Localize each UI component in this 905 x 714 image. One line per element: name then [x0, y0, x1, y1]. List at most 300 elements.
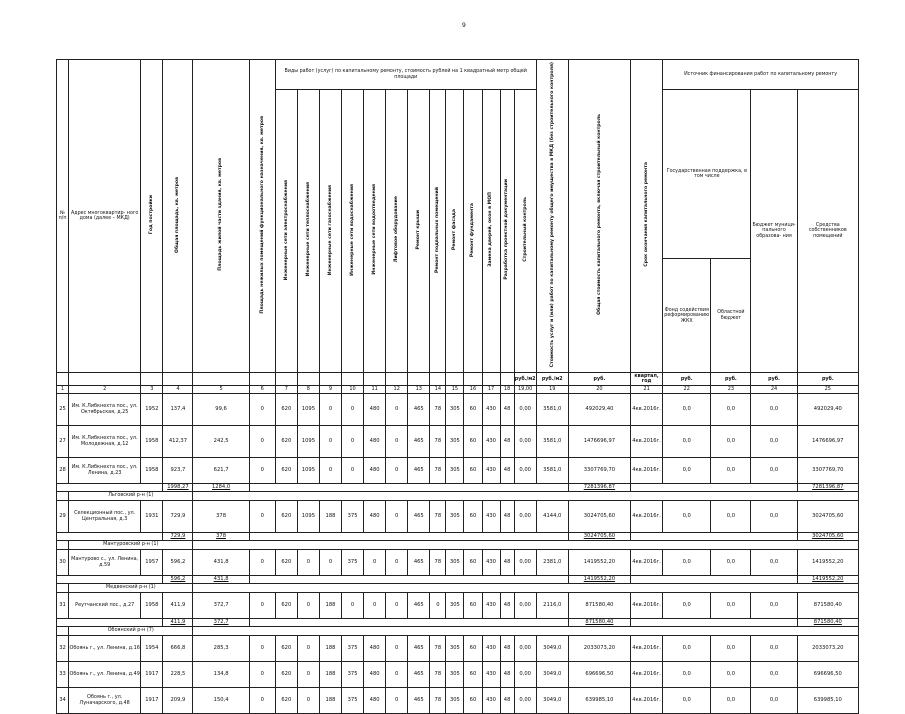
row-unit-cost: 3581,0 — [536, 394, 568, 426]
header-work-9: Ремонт фасада — [446, 90, 464, 373]
row-work-cost: 480 — [364, 501, 386, 533]
row-address: Им. К.Либкнехта пос., ул. Октябрьская, д.25 — [69, 394, 141, 426]
column-number: 15 — [446, 386, 464, 394]
row-nonres-area: 0 — [249, 501, 275, 533]
row-regional: 0,0 — [711, 593, 751, 619]
row-unit-cost: 3581,0 — [536, 458, 568, 484]
row-work-cost: 0 — [386, 662, 408, 688]
column-number: 10 — [342, 386, 364, 394]
subtotal-owners: 1419552,20 — [797, 576, 858, 584]
row-work-cost: 0,00 — [514, 426, 536, 458]
row-work-cost: 430 — [482, 550, 500, 576]
row-nonres-area: 0 — [249, 688, 275, 714]
row-work-cost: 430 — [482, 662, 500, 688]
unit-cell — [430, 373, 446, 386]
row-nonres-area: 0 — [249, 550, 275, 576]
unit-cell — [69, 373, 141, 386]
row-work-cost: 465 — [408, 501, 430, 533]
row-work-cost: 0 — [319, 394, 341, 426]
unit-cell: руб./м2 — [514, 373, 536, 386]
row-work-cost: 465 — [408, 636, 430, 662]
row-work-cost: 0,00 — [514, 394, 536, 426]
unit-cell — [275, 373, 297, 386]
subtotal-owners: 871580,40 — [797, 619, 858, 627]
row-work-cost: 0,00 — [514, 688, 536, 714]
table-row — [57, 394, 859, 426]
region-row — [57, 541, 859, 550]
row-living-area: 621,7 — [193, 458, 249, 484]
units-row — [57, 373, 859, 386]
row-year: 1917 — [141, 662, 163, 688]
row-work-cost: 620 — [275, 593, 297, 619]
row-work-cost: 620 — [275, 458, 297, 484]
subtotal-owners: 7281396,87 — [797, 484, 858, 492]
row-address: Обоянь г., ул. Ленина, д.49 — [69, 662, 141, 688]
row-municipal: 0,0 — [751, 636, 797, 662]
unit-cell: руб. — [568, 373, 630, 386]
row-regional: 0,0 — [711, 688, 751, 714]
unit-cell — [163, 373, 193, 386]
row-fund: 0,0 — [663, 593, 711, 619]
row-address: Селекционный пос., ул. Центральная, д.3 — [69, 501, 141, 533]
row-deadline: 4кв.2016г. — [631, 636, 663, 662]
row-address: Мантурово с., ул. Ленина, д.59 — [69, 550, 141, 576]
table-row — [57, 501, 859, 533]
header-living-area: Площадь жилой части здания, кв. метров — [193, 60, 249, 373]
row-work-cost: 620 — [275, 501, 297, 533]
row-living-area: 378 — [193, 501, 249, 533]
row-number: 29 — [57, 501, 69, 533]
row-owners: 3307769,70 — [797, 458, 858, 484]
row-work-cost: 60 — [464, 458, 482, 484]
row-work-cost: 0 — [386, 458, 408, 484]
row-work-cost: 78 — [430, 636, 446, 662]
region-row — [57, 492, 859, 501]
row-work-cost: 0 — [386, 501, 408, 533]
region-row — [57, 627, 859, 636]
row-nonres-area: 0 — [249, 394, 275, 426]
header-source-group: Источник финансирования работ по капитальному ремонту — [663, 60, 859, 90]
row-work-cost: 60 — [464, 688, 482, 714]
region-label: Льговский р-н (1) — [69, 492, 193, 501]
row-work-cost: 1095 — [297, 426, 319, 458]
table-row — [57, 550, 859, 576]
row-total-area: 596,2 — [163, 550, 193, 576]
row-unit-cost: 3581,0 — [536, 426, 568, 458]
row-work-cost: 0 — [386, 688, 408, 714]
column-number: 22 — [663, 386, 711, 394]
row-address: Им. К.Либкнехта пос., ул. Ленина, д.23 — [69, 458, 141, 484]
header-works-group: Виды работ (услуг) по капитальному ремонту, стоимость рублей на 1 квадратный метр общей площади — [275, 60, 536, 90]
row-fund: 0,0 — [663, 458, 711, 484]
subtotal-row — [57, 533, 859, 541]
unit-cell: руб. — [751, 373, 797, 386]
row-work-cost: 480 — [364, 636, 386, 662]
unit-cell — [500, 373, 514, 386]
column-number: 19 — [536, 386, 568, 394]
row-deadline: 4кв.2016г. — [631, 550, 663, 576]
row-work-cost: 480 — [364, 394, 386, 426]
row-work-cost: 430 — [482, 501, 500, 533]
row-work-cost: 0,00 — [514, 458, 536, 484]
row-work-cost: 0 — [319, 550, 341, 576]
header-work-1: Инженерные сети электроснабжения — [275, 90, 297, 373]
subtotal-blank — [631, 533, 798, 541]
row-total-area: 228,5 — [163, 662, 193, 688]
header-municipal: Бюджет муници- пального образова- ния — [751, 90, 797, 373]
row-address: Обоянь г., ул. Ленина, д.16 — [69, 636, 141, 662]
row-work-cost: 48 — [500, 501, 514, 533]
row-municipal: 0,0 — [751, 394, 797, 426]
row-year: 1957 — [141, 550, 163, 576]
table-body — [57, 394, 859, 714]
header-work-5: Инженерные сети водоотведения — [364, 90, 386, 373]
row-work-cost: 188 — [319, 501, 341, 533]
unit-cell — [342, 373, 364, 386]
row-work-cost: 465 — [408, 458, 430, 484]
row-number: 30 — [57, 550, 69, 576]
subtotal-blank — [249, 619, 568, 627]
row-total-cost: 696696,50 — [568, 662, 630, 688]
row-work-cost: 375 — [342, 636, 364, 662]
row-work-cost: 305 — [446, 501, 464, 533]
row-work-cost: 60 — [464, 394, 482, 426]
row-work-cost: 0 — [297, 662, 319, 688]
row-unit-cost: 4144,0 — [536, 501, 568, 533]
header-unit-cost: Стоимость услуг и (или) работ по капитальному ремонту общего имущества в МКД (без строительного контроля) — [536, 60, 568, 373]
region-label: Мантуровский р-н (1) — [69, 541, 193, 550]
unit-cell: руб. — [797, 373, 858, 386]
row-address: Реутчанский пос., д.27 — [69, 593, 141, 619]
row-work-cost: 48 — [500, 426, 514, 458]
unit-cell: руб./м2 — [536, 373, 568, 386]
row-work-cost: 0 — [297, 550, 319, 576]
row-fund: 0,0 — [663, 550, 711, 576]
header-work-12: Разработка проектной документации — [500, 90, 514, 373]
row-work-cost: 78 — [430, 688, 446, 714]
row-work-cost: 78 — [430, 394, 446, 426]
row-living-area: 242,5 — [193, 426, 249, 458]
row-work-cost: 0,00 — [514, 501, 536, 533]
row-deadline: 4кв.2016г. — [631, 426, 663, 458]
row-work-cost: 0 — [386, 593, 408, 619]
row-regional: 0,0 — [711, 550, 751, 576]
subtotal-blank — [249, 484, 568, 492]
row-work-cost: 60 — [464, 593, 482, 619]
unit-cell — [297, 373, 319, 386]
row-municipal: 0,0 — [751, 662, 797, 688]
row-work-cost: 430 — [482, 593, 500, 619]
unit-cell — [57, 373, 69, 386]
table-row — [57, 426, 859, 458]
row-number: 25 — [57, 394, 69, 426]
column-number: 9 — [319, 386, 341, 394]
header-nonres-area: Площадь нежилых помещений функционального назначения, кв. метров — [249, 60, 275, 373]
row-work-cost: 1095 — [297, 394, 319, 426]
unit-cell — [141, 373, 163, 386]
row-year: 1958 — [141, 458, 163, 484]
header-work-6: Лифтовое оборудование — [386, 90, 408, 373]
row-total-cost: 3307769,70 — [568, 458, 630, 484]
subtotal-blank — [249, 576, 568, 584]
column-number: 25 — [797, 386, 858, 394]
region-blank — [57, 584, 69, 593]
row-work-cost: 60 — [464, 550, 482, 576]
subtotal-total-cost: 7281396,87 — [568, 484, 630, 492]
column-number: 16 — [464, 386, 482, 394]
column-number: 17 — [482, 386, 500, 394]
row-work-cost: 430 — [482, 688, 500, 714]
header-regional: Областной бюджет — [711, 259, 751, 373]
row-unit-cost: 3049,0 — [536, 662, 568, 688]
column-numbers-row — [57, 386, 859, 394]
unit-cell: руб. — [663, 373, 711, 386]
row-work-cost: 465 — [408, 394, 430, 426]
row-work-cost: 375 — [342, 550, 364, 576]
row-regional: 0,0 — [711, 458, 751, 484]
header-deadline: Срок окончания капитального ремонта — [631, 60, 663, 373]
column-number: 24 — [751, 386, 797, 394]
row-total-area: 209,9 — [163, 688, 193, 714]
row-number: 32 — [57, 636, 69, 662]
row-total-cost: 639985,10 — [568, 688, 630, 714]
row-work-cost: 0,00 — [514, 550, 536, 576]
row-living-area: 372,7 — [193, 593, 249, 619]
row-work-cost: 305 — [446, 426, 464, 458]
row-total-area: 137,4 — [163, 394, 193, 426]
unit-cell — [364, 373, 386, 386]
header-work-10: Ремонт фундамента — [464, 90, 482, 373]
row-fund: 0,0 — [663, 426, 711, 458]
row-work-cost: 430 — [482, 636, 500, 662]
row-number: 27 — [57, 426, 69, 458]
row-work-cost: 188 — [319, 688, 341, 714]
row-work-cost: 620 — [275, 426, 297, 458]
region-blank — [193, 541, 859, 550]
column-number: 1 — [57, 386, 69, 394]
row-work-cost: 305 — [446, 394, 464, 426]
region-blank — [193, 492, 859, 501]
row-nonres-area: 0 — [249, 662, 275, 688]
row-work-cost: 0 — [319, 458, 341, 484]
row-municipal: 0,0 — [751, 688, 797, 714]
row-work-cost: 430 — [482, 394, 500, 426]
subtotal-blank — [57, 576, 163, 584]
header-total-area: Общая площадь, кв. метров — [163, 60, 193, 373]
row-living-area: 431,8 — [193, 550, 249, 576]
row-living-area: 285,3 — [193, 636, 249, 662]
row-work-cost: 305 — [446, 458, 464, 484]
row-unit-cost: 2116,0 — [536, 593, 568, 619]
subtotal-blank — [249, 533, 568, 541]
subtotal-blank — [631, 484, 798, 492]
region-blank — [57, 492, 69, 501]
subtotal-total-cost: 3024705,60 — [568, 533, 630, 541]
row-work-cost: 48 — [500, 550, 514, 576]
row-deadline: 4кв.2016г. — [631, 501, 663, 533]
row-work-cost: 480 — [364, 458, 386, 484]
header-owners: Средства собственников помещений — [797, 90, 858, 373]
row-total-cost: 3024705,60 — [568, 501, 630, 533]
row-work-cost: 620 — [275, 636, 297, 662]
row-number: 31 — [57, 593, 69, 619]
column-number: 7 — [275, 386, 297, 394]
unit-cell: квартал, год — [631, 373, 663, 386]
row-work-cost: 305 — [446, 636, 464, 662]
subtotal-total-cost: 871580,40 — [568, 619, 630, 627]
subtotal-blank — [57, 484, 163, 492]
unit-cell — [319, 373, 341, 386]
region-label: Обоянский р-н (7) — [69, 627, 193, 636]
subtotal-row — [57, 484, 859, 492]
row-owners: 871580,40 — [797, 593, 858, 619]
column-number: 20 — [568, 386, 630, 394]
table-row — [57, 688, 859, 714]
row-work-cost: 0,00 — [514, 593, 536, 619]
row-work-cost: 48 — [500, 458, 514, 484]
header-work-11: Замена дверей, окон в МОП — [482, 90, 500, 373]
row-address: Им. К.Либкнехта пос., ул. Молодежная, д.12 — [69, 426, 141, 458]
row-total-cost: 492029,40 — [568, 394, 630, 426]
header-year: Год постройки — [141, 60, 163, 373]
subtotal-total-cost: 1419552,20 — [568, 576, 630, 584]
row-work-cost: 0,00 — [514, 636, 536, 662]
row-work-cost: 620 — [275, 662, 297, 688]
row-nonres-area: 0 — [249, 426, 275, 458]
row-owners: 492029,40 — [797, 394, 858, 426]
subtotal-row — [57, 576, 859, 584]
row-work-cost: 0 — [342, 394, 364, 426]
row-work-cost: 480 — [364, 662, 386, 688]
row-unit-cost: 3049,0 — [536, 636, 568, 662]
row-work-cost: 375 — [342, 688, 364, 714]
subtotal-total-area: 596,2 — [163, 576, 193, 584]
region-blank — [193, 584, 859, 593]
row-year: 1931 — [141, 501, 163, 533]
subtotal-living-area: 372,7 — [193, 619, 249, 627]
subtotal-total-area: 729,9 — [163, 533, 193, 541]
row-owners: 639985,10 — [797, 688, 858, 714]
row-municipal: 0,0 — [751, 458, 797, 484]
row-work-cost: 0 — [319, 426, 341, 458]
row-work-cost: 0 — [386, 636, 408, 662]
row-work-cost: 0 — [297, 636, 319, 662]
row-fund: 0,0 — [663, 394, 711, 426]
row-owners: 696696,50 — [797, 662, 858, 688]
row-regional: 0,0 — [711, 636, 751, 662]
row-work-cost: 78 — [430, 426, 446, 458]
column-number: 2 — [69, 386, 141, 394]
row-fund: 0,0 — [663, 688, 711, 714]
unit-cell — [386, 373, 408, 386]
row-living-area: 150,4 — [193, 688, 249, 714]
row-number: 28 — [57, 458, 69, 484]
row-work-cost: 60 — [464, 636, 482, 662]
region-blank — [193, 627, 859, 636]
row-work-cost: 1095 — [297, 501, 319, 533]
row-year: 1958 — [141, 593, 163, 619]
row-work-cost: 430 — [482, 426, 500, 458]
table-row — [57, 593, 859, 619]
row-work-cost: 60 — [464, 501, 482, 533]
row-deadline: 4кв.2016г. — [631, 662, 663, 688]
row-owners: 2033073,20 — [797, 636, 858, 662]
column-number: 4 — [163, 386, 193, 394]
subtotal-living-area: 378 — [193, 533, 249, 541]
row-work-cost: 188 — [319, 593, 341, 619]
unit-cell — [193, 373, 249, 386]
column-number: 19,00 — [514, 386, 536, 394]
row-work-cost: 0,00 — [514, 662, 536, 688]
header-fund: Фонд содействия реформированию ЖКХ — [663, 259, 711, 373]
row-work-cost: 465 — [408, 688, 430, 714]
row-work-cost: 305 — [446, 688, 464, 714]
header-n: № п/п — [57, 60, 69, 373]
row-deadline: 4кв.2016г. — [631, 688, 663, 714]
header-work-4: Инженерные сети водоснабжения — [342, 90, 364, 373]
row-work-cost: 465 — [408, 426, 430, 458]
column-number: 18 — [500, 386, 514, 394]
row-work-cost: 305 — [446, 593, 464, 619]
column-number: 13 — [408, 386, 430, 394]
row-work-cost: 48 — [500, 662, 514, 688]
subtotal-living-area: 431,8 — [193, 576, 249, 584]
row-work-cost: 620 — [275, 688, 297, 714]
subtotal-blank — [631, 619, 798, 627]
column-number: 5 — [193, 386, 249, 394]
unit-cell: руб. — [711, 373, 751, 386]
row-work-cost: 0 — [342, 458, 364, 484]
row-work-cost: 620 — [275, 550, 297, 576]
header-state-support: Государственная поддержка, в том числе — [663, 90, 751, 259]
row-owners: 1419552,20 — [797, 550, 858, 576]
row-year: 1954 — [141, 636, 163, 662]
header-work-7: Ремонт крыши — [408, 90, 430, 373]
column-number: 11 — [364, 386, 386, 394]
row-work-cost: 78 — [430, 662, 446, 688]
row-work-cost: 0 — [364, 550, 386, 576]
row-total-cost: 871580,40 — [568, 593, 630, 619]
subtotal-row — [57, 619, 859, 627]
row-work-cost: 430 — [482, 458, 500, 484]
row-deadline: 4кв.2016г. — [631, 593, 663, 619]
column-number: 3 — [141, 386, 163, 394]
row-work-cost: 0 — [364, 593, 386, 619]
row-work-cost: 465 — [408, 550, 430, 576]
row-work-cost: 375 — [342, 501, 364, 533]
row-fund: 0,0 — [663, 662, 711, 688]
row-work-cost: 305 — [446, 662, 464, 688]
row-municipal: 0,0 — [751, 593, 797, 619]
row-total-area: 411,9 — [163, 593, 193, 619]
column-number: 14 — [430, 386, 446, 394]
row-number: 33 — [57, 662, 69, 688]
row-work-cost: 465 — [408, 593, 430, 619]
row-work-cost: 0 — [297, 593, 319, 619]
row-number: 34 — [57, 688, 69, 714]
capital-repair-table — [56, 59, 859, 714]
row-regional: 0,0 — [711, 501, 751, 533]
row-work-cost: 480 — [364, 688, 386, 714]
row-work-cost: 480 — [364, 426, 386, 458]
page-number: 9 — [462, 22, 466, 29]
row-municipal: 0,0 — [751, 426, 797, 458]
row-work-cost: 188 — [319, 636, 341, 662]
region-blank — [57, 627, 69, 636]
region-label: Медвенский р-н (1) — [69, 584, 193, 593]
row-work-cost: 0 — [386, 426, 408, 458]
row-work-cost: 48 — [500, 593, 514, 619]
